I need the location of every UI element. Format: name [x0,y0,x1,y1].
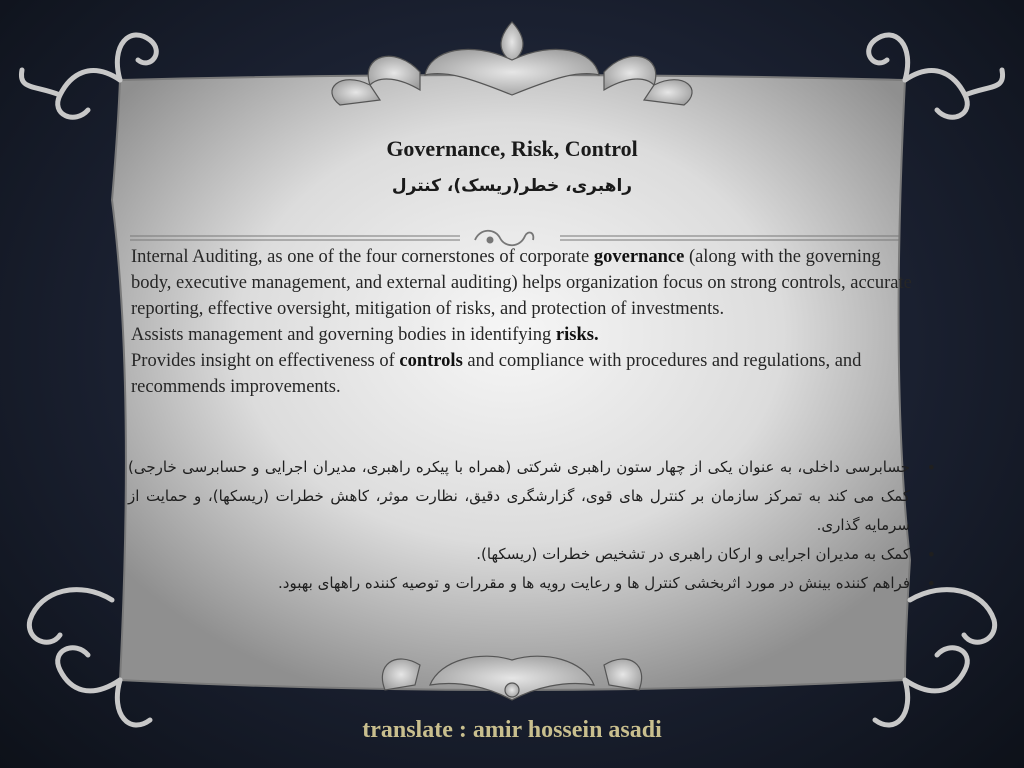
keyword-governance: governance [593,247,685,267]
list-item: • کمک به مدیران اجرایی و ارکان راهبری در تشخیص خطرات (ریسکها). [128,540,910,569]
bullet-icon: • [926,545,936,564]
list-item: • فراهم کننده بینش در مورد اثربخشی کنترل ها و رعایت رویه ها و مقررات و توصیه کننده راههای بهبود. [128,569,910,598]
bullet-icon: • [926,574,936,593]
english-paragraph: Provides insight on effectiveness of controls and compliance with procedures and regulations, and recommends improvements. [131,351,862,397]
slide-title-english: Governance, Risk, Control [386,136,638,161]
english-paragraph: Assists management and governing bodies in identifying risks. [131,325,599,345]
keyword-risks: risks. [555,325,599,345]
keyword-controls: controls [399,351,463,371]
persian-bullet-list [128,453,938,598]
english-body [131,244,916,400]
list-item: • حسابرسی داخلی، به عنوان یکی از چهار ستون راهبری شرکتی (همراه با پیکره راهبری، مدیران اجرایی و حسابرسی خارجی) کمک می کند به تمرکز سازمان بر کنترل های قوی، گزارشگری دقیق، نظارت موثر، کاهش خطرات (ریسکها)، و حمایت از سرمایه گذاری. [128,453,910,540]
english-paragraph: Internal Auditing, as one of the four cornerstones of corporate governance (along with the governing body, executive management, and external auditing) helps organization focus on strong controls, accurate reporting, effective oversight, mitigation of risks, and protection of investments. [131,247,912,319]
slide-title-persian: راهبری، خطر(ریسک)، کنترل [391,176,633,196]
bullet-icon: • [926,458,936,477]
translator-credit: translate : amir hossein asadi [362,717,662,743]
